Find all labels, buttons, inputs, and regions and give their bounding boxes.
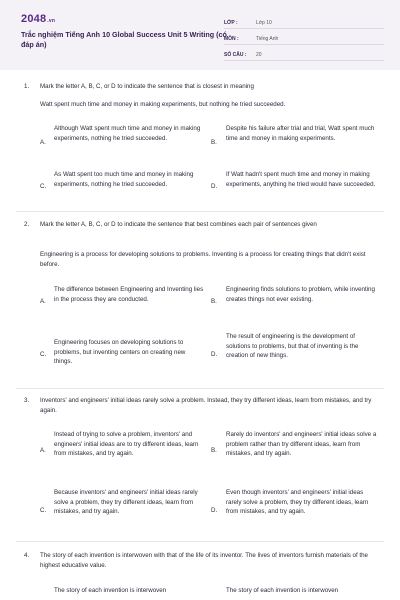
divider: [16, 211, 384, 212]
option-letter[interactable]: A.: [40, 447, 46, 454]
option-b[interactable]: Despite his failure after trial and trial, Watt spent much time and money in making experiments.: [226, 125, 375, 142]
meta-row-count: [224, 49, 384, 61]
meta-row-subject: [224, 33, 384, 45]
option-letter[interactable]: C.: [40, 183, 47, 190]
question-number: 3.: [24, 397, 30, 404]
option-letter[interactable]: A.: [40, 139, 46, 146]
option-d[interactable]: If Watt hadn't spent much time and money in making experiments, anything he tried would have succeeded.: [226, 171, 376, 188]
meta-row-class: [224, 17, 384, 29]
meta-value: 20: [256, 51, 262, 58]
question-instruction: The story of each invention is interwoven with that of the life of its inventor. The lives of inventors furnish materials of the highest educative value.: [40, 552, 368, 569]
option-a[interactable]: The story of each invention is interwoven: [54, 587, 167, 594]
question-instruction: Inventors' and engineers' initial ideas rarely solve a problem. Instead, they try different ideas, learn from mistakes, and try again.: [40, 397, 372, 414]
meta-key: LỚP :: [224, 19, 238, 26]
option-letter[interactable]: C.: [40, 351, 47, 358]
option-letter[interactable]: D.: [211, 507, 218, 514]
question-sentence: Watt spent much time and money in making experiments, but nothing he tried succeeded.: [40, 101, 286, 108]
site-logo[interactable]: [21, 13, 55, 25]
option-b[interactable]: Engineering finds solutions to problem, while inventing creates things not ever existing.: [226, 286, 375, 303]
document-title: Trắc nghiệm Tiếng Anh 10 Global Success Unit 5 Writing (có đáp án): [21, 30, 227, 49]
meta-key: MÔN :: [224, 35, 239, 42]
meta-value: Tiếng Anh: [256, 35, 279, 42]
option-b[interactable]: Rarely do inventors' and engineers' initial ideas solve a problem rather than try different ideas, learn from mistakes, and try again.: [226, 431, 377, 457]
option-letter[interactable]: D.: [211, 183, 218, 190]
divider: [16, 388, 384, 389]
question-instruction: Mark the letter A, B, C, or D to indicate the sentence that best combines each pair of sentences given: [40, 221, 317, 228]
logo-tld: .vn: [47, 18, 56, 24]
option-letter[interactable]: B.: [211, 298, 217, 305]
document-header: [0, 0, 400, 70]
meta-value: Lớp 10: [256, 19, 272, 26]
divider: [16, 541, 384, 542]
logo-text: 2048: [21, 13, 47, 25]
question-number: 4.: [24, 552, 30, 559]
option-letter[interactable]: B.: [211, 139, 217, 146]
option-letter[interactable]: A.: [40, 298, 46, 305]
option-a[interactable]: Instead of trying to solve a problem, inventors' and engineers' initial ideas are to try different ideas, learn from mistakes, and try again.: [54, 431, 199, 457]
option-letter[interactable]: C.: [40, 507, 47, 514]
option-c[interactable]: Engineering focuses on developing solutions to problems, but inventing centers on creating new things.: [54, 339, 186, 365]
meta-key: SỐ CÂU :: [224, 51, 247, 58]
option-b[interactable]: The story of each invention is interwoven: [226, 587, 339, 594]
option-c[interactable]: As Watt spent too much time and money in making experiments, nothing he tried succeeded.: [54, 171, 194, 188]
option-a[interactable]: The difference between Engineering and Inventing lies in the process they are conducted.: [54, 286, 204, 303]
question-number: 2.: [24, 221, 30, 228]
question-sentence: Engineering is a process for developing solutions to problems. Inventing is a process for creating things that didn't exist before.: [40, 251, 366, 268]
meta-info: [224, 17, 384, 65]
question-instruction: Mark the letter A, B, C, or D to indicate the sentence that is closest in meaning: [40, 83, 254, 90]
option-a[interactable]: Although Watt spent much time and money in making experiments, nothing he tried succeeded.: [54, 125, 201, 142]
option-d[interactable]: The result of engineering is the development of solutions to problems, but that of inventing is the creation of new things.: [226, 333, 359, 359]
option-letter[interactable]: B.: [211, 447, 217, 454]
option-c[interactable]: Because inventors' and engineers' initial ideas rarely solve a problem, they try different ideas, learn from mistakes, and try again.: [54, 489, 198, 515]
option-letter[interactable]: D.: [211, 351, 218, 358]
question-number: 1.: [24, 83, 30, 90]
option-d[interactable]: Even though inventors' and engineers' initial ideas rarely solve a problem, they try different ideas, learn from mistakes, and try again.: [226, 489, 369, 515]
